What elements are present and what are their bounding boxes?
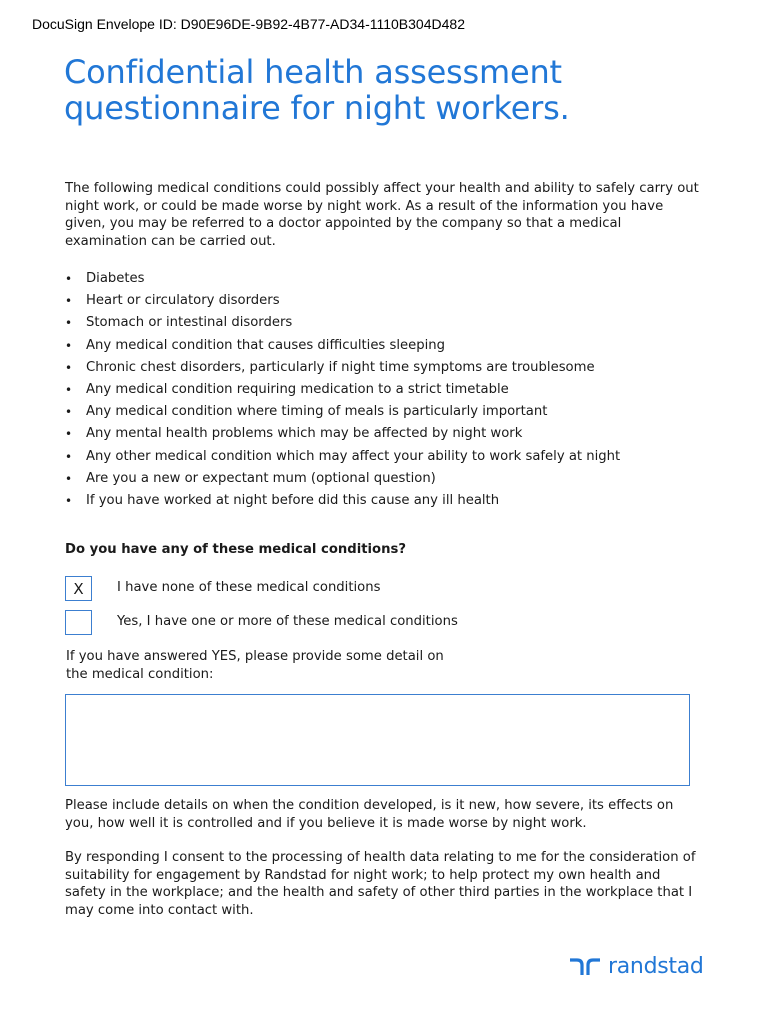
bullet-icon: • [65, 272, 73, 286]
condition-text: Any mental health problems which may be affected by night work [86, 426, 523, 442]
bullet-icon: • [65, 382, 73, 397]
consent-paragraph: By responding I consent to the processing of health data relating to me for the consideration of suitability for engagement by Randstad for night work; to help protect my own health and safety in the workplace; and the health and safety of other third parties in the workplace that I may come into contact with. [65, 850, 696, 918]
conditions-list [65, 269, 725, 513]
none-checkbox-label: I have none of these medical conditions [117, 580, 381, 595]
condition-detail-field[interactable] [65, 694, 690, 786]
intro-paragraph: The following medical conditions could possibly affect your health and ability to safely carry out night work, or could be made worse by night work. As a result of the information you have given, you may be referred to a doctor appointed by the company so that a medical examination can be carried out. [65, 181, 699, 249]
bullet-icon: • [65, 471, 73, 486]
randstad-logo [568, 952, 704, 980]
condition-text: Any other medical condition which may affect your ability to work safely at night [86, 448, 621, 464]
bullet-icon: • [65, 360, 73, 375]
condition-text: Any medical condition requiring medication to a strict timetable [86, 381, 509, 397]
list-item [65, 424, 725, 446]
condition-text: Stomach or intestinal disorders [86, 315, 293, 331]
condition-text: Any medical condition that causes difficulties sleeping [86, 337, 446, 353]
list-item [65, 491, 725, 513]
list-item [65, 358, 725, 380]
list-item [65, 380, 725, 402]
detail-prompt: If you have answered YES, please provide some detail on the medical condition: [66, 649, 444, 682]
list-item [65, 469, 725, 491]
conditions-question: Do you have any of these medical conditions? [65, 542, 407, 557]
randstad-logo-icon [568, 955, 602, 977]
list-item [65, 447, 725, 469]
bullet-icon: • [65, 427, 73, 442]
logo-wordmark: randstad [608, 953, 704, 979]
bullet-icon: • [65, 294, 73, 309]
list-item [65, 291, 725, 313]
yes-checkbox[interactable] [65, 610, 92, 635]
condition-text: Heart or circulatory disorders [86, 293, 280, 309]
condition-text: If you have worked at night before did this cause any ill health [86, 492, 500, 508]
list-item [65, 313, 725, 335]
list-item [65, 402, 725, 424]
condition-text: Chronic chest disorders, particularly if night time symptoms are troublesome [86, 359, 595, 375]
bullet-icon: • [65, 316, 73, 331]
list-item [65, 269, 725, 291]
condition-text: Are you a new or expectant mum (optional question) [86, 470, 436, 486]
condition-text: Diabetes [86, 271, 145, 286]
yes-checkbox-label: Yes, I have one or more of these medical conditions [117, 614, 458, 629]
condition-text: Any medical condition where timing of meals is particularly important [86, 404, 548, 420]
page-title: Confidential health assessment questionnaire for night workers. [64, 53, 570, 127]
bullet-icon: • [65, 493, 73, 508]
list-item [65, 336, 725, 358]
envelope-id: DocuSign Envelope ID: D90E96DE-9B92-4B77-AD34-1110B304D482 [32, 16, 465, 32]
bullet-icon: • [65, 405, 73, 420]
none-checkbox[interactable]: X [65, 576, 92, 601]
bullet-icon: • [65, 338, 73, 353]
bullet-icon: • [65, 449, 73, 464]
include-details-paragraph: Please include details on when the condition developed, is it new, how severe, its effects on you, how well it is controlled and if you believe it is made worse by night work. [65, 798, 674, 831]
